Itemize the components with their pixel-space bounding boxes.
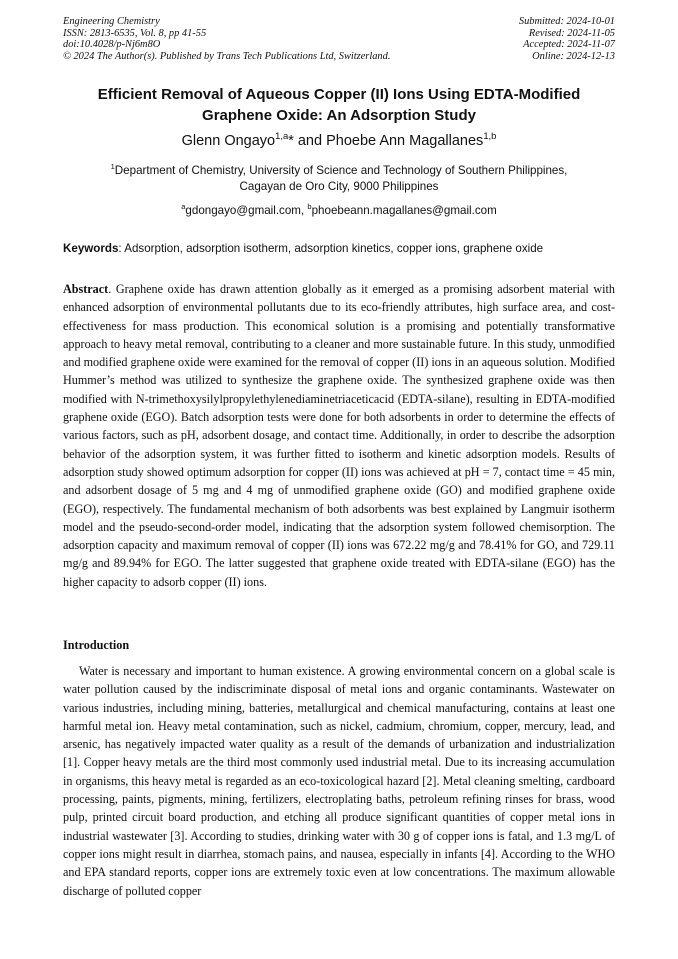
publication-dates <box>519 16 615 62</box>
corresponding-mark: * <box>288 133 294 149</box>
title-line-1: Efficient Removal of Aqueous Copper (II) Ions Using EDTA-Modified <box>97 86 581 103</box>
author-1-affil: 1,a <box>275 130 289 142</box>
journal-header <box>63 16 615 62</box>
journal-issn: ISSN: 2813-6535, Vol. 8, pp 41-55 <box>63 27 207 39</box>
email-b[interactable]: phoebeann.magallanes@gmail.com <box>311 204 497 217</box>
email-b-sup: b <box>307 202 312 212</box>
abstract-text: . Graphene oxide has drawn attention globally as it emerged as a promising adsorbent material with enhanced adsorption of environmental pollutants due to its eco-friendly attributes, high surface area, and cost-effectiveness for mass production. This economical solution is a promising and potentially transformative approach to heavy metal removal, contributing to a cleaner and more sustainable future. In this study, unmodified and modified graphene oxide were examined for the removal of copper (II) ions in an aqueous solution. Modified Hummer’s method was utilized to synthesize the graphene oxide. The synthesized graphene oxide was then modified with N-trimethoxysilylpropylethylenediaminetriaceticacid (EDTA-silane), resulting in EDTA-modified graphene oxide (EGO). Batch adsorption tests were done for both adsorbents in order to determine the effects of various factors, such as pH, adsorbent dosage, and contact time. Additionally, in order to describe the adsorption behavior of the adsorption system, it was further fitted to isotherm and kinetic adsorption models. Results of adsorption study showed optimum adsorption for copper (II) ions was achieved at pH = 7, contact time = 45 min, and adsorbent dosage of 5 mg and 4 mg of unmodified graphene oxide (GO) and modified graphene oxide (EGO), respectively. The fundamental mechanism of both adsorbents was best explained by Langmuir isotherm model and the pseudo-second-order model, indicating that the adsorption system followed chemisorption. The adsorption capacity and maximum removal of copper (II) ions was 672.22 mg/g and 78.41% for GO, and 729.11 mg/g and 89.94% for EGO. The latter suggested that graphene oxide treated with EDTA-silane (EGO) has the higher capacity to adsorb copper (II) ions. <box>63 282 615 589</box>
introduction-paragraph: Water is necessary and important to human existence. A growing environmental concern on a global scale is water pollution caused by the indiscriminate disposal of metal ions and organic contaminants. Wastewater on various industries, including mining, batteries, metallurgical and chemical manufacturing, contains at least one harmful metal ion. Heavy metal contamination, such as nickel, cadmium, chromium, copper, mercury, lead, and arsenic, has negatively impacted water quality as a result of the demands of urbanization and industrialization [1]. Copper heavy metals are the third most commonly used industrial metal. Due to its increasing accumulation in organisms, this heavy metal is regarded as an eco-toxicological hazard [2]. Metal cleaning smelting, cardboard processing, paints, pigments, mining, fertilizers, electroplating baths, petroleum refining rinses for brass, wood pulp, printed circuit board production, and etching all produce significant quantities of copper metal ions in industrial wastewater [3]. According to studies, drinking water with 30 g of copper ions is fatal, and 1.3 mg/L of copper ions might result in diarrhea, stomach pains, and nausea, especially in infants [4]. According to the WHO and EPA standard reports, copper ions are extremely toxic even at low concentrations. The maximum allowable discharge of polluted copper <box>63 664 615 898</box>
affiliation <box>63 163 615 195</box>
email-a[interactable]: gdongayo@gmail.com, <box>185 204 308 217</box>
paper-title <box>63 84 615 126</box>
affiliation-line-1: Department of Chemistry, University of Science and Technology of Southern Philippines, <box>114 164 568 177</box>
journal-info <box>63 16 390 62</box>
section-heading-introduction: Introduction <box>63 638 130 652</box>
keywords <box>63 241 615 257</box>
title-line-2: Graphene Oxide: An Adsorption Study <box>202 107 476 124</box>
author-emails <box>63 203 615 219</box>
journal-name: Engineering Chemistry <box>63 16 160 27</box>
date-online: Online: 2024-12-13 <box>532 50 615 62</box>
email-a-sup: a <box>181 202 186 212</box>
keywords-text: : Adsorption, adsorption isotherm, adsorption kinetics, copper ions, graphene oxide <box>118 242 544 255</box>
date-accepted: Accepted: 2024-11-07 <box>523 39 615 51</box>
journal-doi: doi:10.4028/p-Nj6m8O <box>63 39 161 51</box>
author-list <box>63 132 615 150</box>
affiliation-sup: 1 <box>110 162 115 172</box>
affiliation-line-2: Cagayan de Oro City, 9000 Philippines <box>239 180 439 193</box>
author-1: Glenn Ongayo <box>181 133 276 149</box>
author-2: Phoebe Ann Magallanes <box>326 133 484 149</box>
date-submitted: Submitted: 2024-10-01 <box>518 16 615 27</box>
abstract <box>63 280 615 591</box>
abstract-label: Abstract <box>63 282 109 296</box>
journal-copyright: © 2024 The Author(s). Published by Trans Tech Publications Ltd, Switzerland. <box>63 50 391 62</box>
author-connector: and <box>293 133 327 149</box>
date-revised: Revised: 2024-11-05 <box>528 27 615 39</box>
keywords-label: Keywords <box>63 242 119 255</box>
author-2-affil: 1,b <box>483 130 497 142</box>
